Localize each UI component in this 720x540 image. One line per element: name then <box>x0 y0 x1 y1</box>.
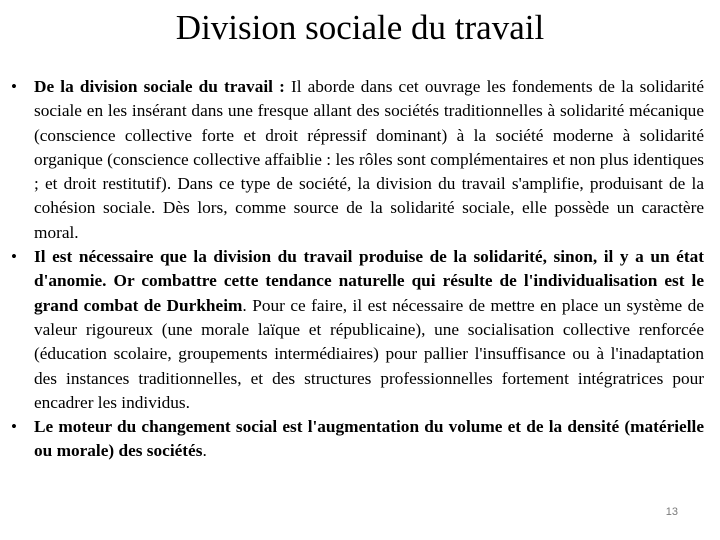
bullet-list <box>0 75 720 464</box>
bullet-bold-text: De la division sociale du travail : <box>34 77 285 96</box>
bullet-item-3 <box>0 415 720 464</box>
bullet-text: Il aborde dans cet ouvrage les fondements de la solidarité sociale en les insérant dans une fresque allant des sociétés traditionnelles à solidarité mécanique (conscience collective forte et droit répressif dominant) à la société moderne à solidarité organique (conscience collective affaiblie : les rôles sont complémentaires et non plus identiques ; et droit restitutif). Dans ce type de société, la division du travail s'amplifie, produisant de la cohésion sociale. Dès lors, comme source de la solidarité sociale, elle possède un caractère moral. <box>34 77 704 242</box>
bullet-text: . <box>202 441 207 461</box>
bullet-item-2 <box>0 245 720 415</box>
bullet-text: . Pour ce faire, il est nécessaire de mettre en place un système de valeur rigoureux (une morale laïque et républicaine), une socialisation collective renforcée (éducation scolaire, groupements intermédiaires) pour pallier l'insuffisance ou à l'inadaptation des instances traditionnelles, et des structures professionnelles fortement intégratrices pour encadrer les individus. <box>34 295 704 412</box>
slide-title: Division sociale du travail <box>175 8 545 47</box>
bullet-icon: • <box>11 77 17 96</box>
page-number: 13 <box>665 506 678 518</box>
bullet-item-1 <box>0 75 720 245</box>
bullet-bold-text: Il est nécessaire que la division du travail produise de la solidarité, sinon, il y a un état d'anomie. Or combattre cette tendance naturelle qui résulte de l'individualisation est le grand combat de Durkheim <box>34 247 704 315</box>
bullet-icon: • <box>11 247 17 267</box>
bullet-icon: • <box>11 417 17 437</box>
bullet-bold-text: Le moteur du changement social est l'augmentation du volume et de la densité (matérielle ou morale) des sociétés <box>34 417 704 461</box>
